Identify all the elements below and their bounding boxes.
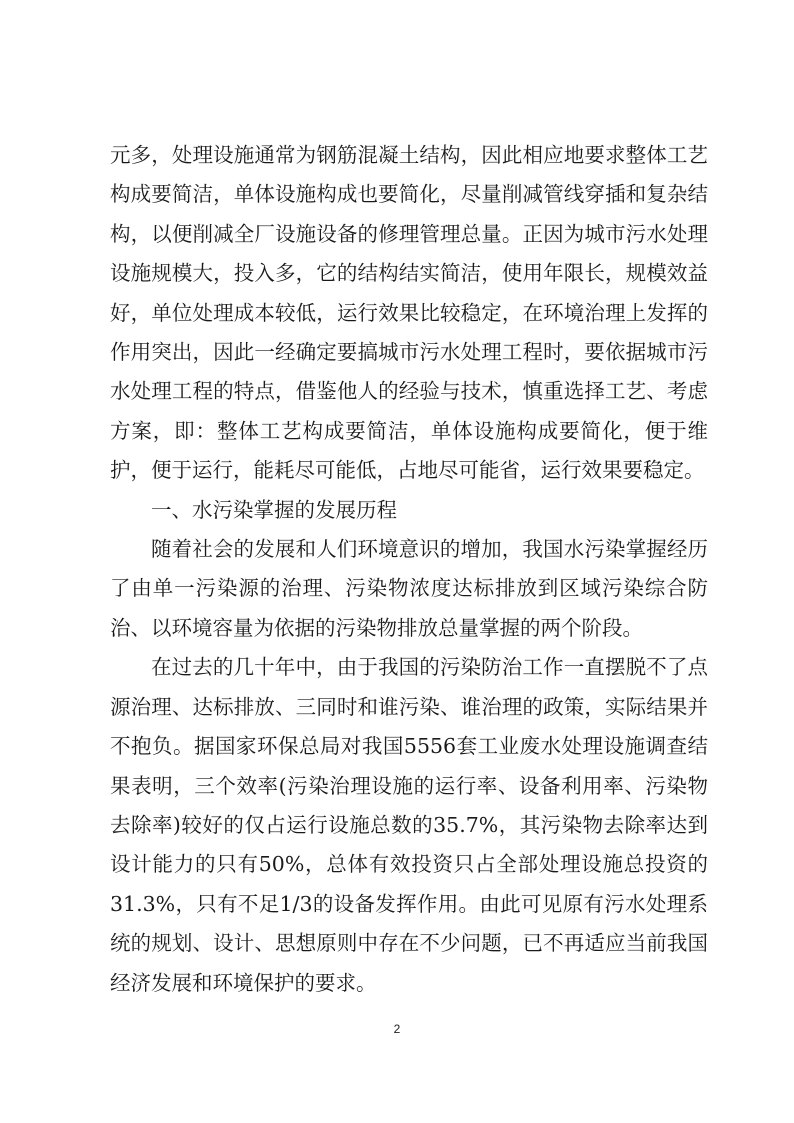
paragraph-past-decades: 在过去的几十年中，由于我国的污染防治工作一直摆脱不了点源治理、达标排放、三同时和谁污染、谁治理的政策，实际结果并不抱负。据国家环保总局对我国5556套工业废水处理设施调查结果表明，三个效率(污染治理设施的运行率、设备利用率、污染物去除率)较好的仅占运行设施总数的35.7%，其污染物去除率达到设计能力的只有50%，总体有效投资只占全部处理设施总投资的31.3%，只有不足1/3的设备发挥作用。由此可见原有污水处理系统的规划、设计、思想原则中存在不少问题，已不再适应当前我国经济发展和环境保护的要求。: [110, 655, 708, 995]
document-body: [110, 136, 708, 1003]
paragraph-development: 随着社会的发展和人们环境意识的增加，我国水污染掌握经历了由单一污染源的治理、污染物浓度达标排放到区域污染综合防治、以环境容量为依据的污染物排放总量掌握的两个阶段。: [110, 537, 708, 640]
paragraph-continuation: 元多，处理设施通常为钢筋混凝土结构，因此相应地要求整体工艺构成要简洁，单体设施构成也要简化，尽量削减管线穿插和复杂结构，以便削减全厂设施设备的修理管理总量。正因为城市污水处理设施规模大，投入多，它的结构结实简洁，使用年限长，规模效益好，单位处理成本较低，运行效果比较稳定，在环境治理上发挥的作用突出，因此一经确定要搞城市污水处理工程时，要依据城市污水处理工程的特点，借鉴他人的经验与技术，慎重选择工艺、考虑方案，即：整体工艺构成要简洁，单体设施构成要简化，便于维护，便于运行，能耗尽可能低，占地尽可能省，运行效果要稳定。: [110, 143, 708, 483]
section-heading: 一、水污染掌握的发展历程: [151, 497, 397, 522]
page-number: 2: [393, 1022, 401, 1036]
